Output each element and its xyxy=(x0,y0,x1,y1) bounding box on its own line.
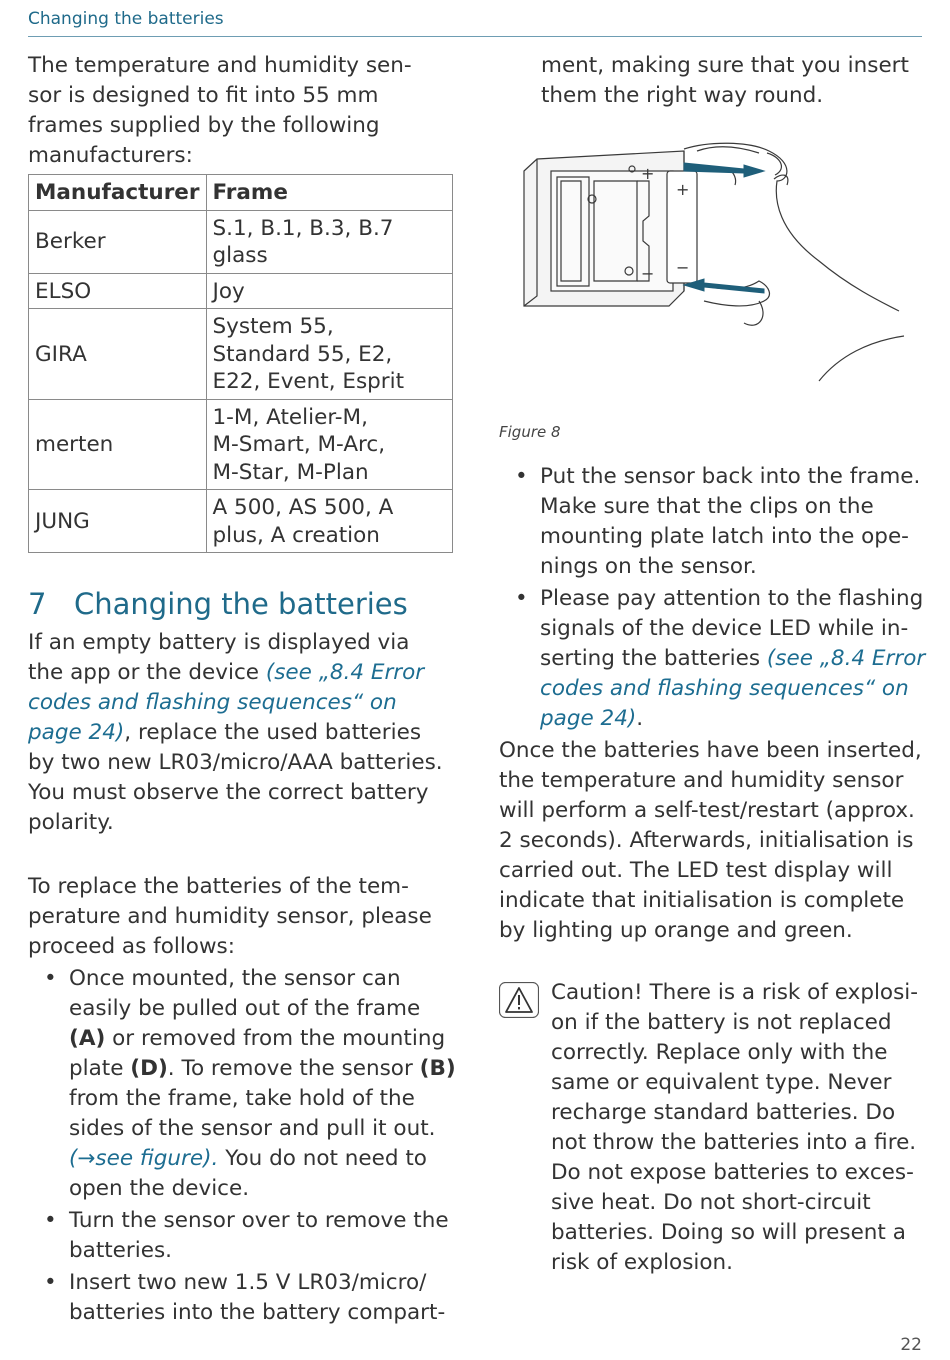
page-number: 22 xyxy=(900,1335,922,1355)
label-b: (B) xyxy=(419,1056,456,1081)
warning-icon xyxy=(499,982,539,1018)
section-title: Changing the batteries xyxy=(74,587,408,621)
table-cell: Joy xyxy=(206,273,453,309)
table-row xyxy=(29,399,453,490)
caution-text: Caution! There is a risk of explosi-on if the battery is not replaced correctly. Replace only with the same or equivalent type. Never recharge standard batteries. Do not throw the batteries into a fire. Do not expose batteries to exces-sive heat. Do not short-circuit batteries. Doing so will present a risk of explosion. xyxy=(551,980,919,1275)
caution-note xyxy=(499,978,929,1278)
sensor-battery-illustration xyxy=(519,141,939,441)
manufacturer-table xyxy=(28,174,453,553)
paragraph-text: If an empty battery is displayed via the app or the device xyxy=(28,630,410,685)
table-cell: System 55, Standard 55, E2, E22, Event, Esprit xyxy=(206,309,453,400)
table-cell: Berker xyxy=(29,210,207,273)
table-row xyxy=(29,490,453,553)
table-cell: 1-M, Atelier-M, M-Smart, M-Arc, M-Star, M-Plan xyxy=(206,399,453,490)
figure-caption: Figure 8 xyxy=(499,423,561,441)
svg-text:−: − xyxy=(641,264,655,283)
list-item-text: or removed from the mounting plate xyxy=(69,1026,446,1081)
table-cell: merten xyxy=(29,399,207,490)
list-item-text: Please pay attention to the flashing signals of the device LED while in-serting the batteries xyxy=(540,586,924,671)
list-item xyxy=(28,964,458,1204)
cross-reference-link[interactable]: (see „8.4 Error codes and flashing sequences“ on page 24) xyxy=(540,646,926,731)
table-row xyxy=(29,309,453,400)
paragraph-after-insertion: Once the batteries have been inserted, the temperature and humidity sensor will perform a self-test/restart (approx. 2 seconds). Afterwards, initialisation is carried out. The LED test display will indicate that initialisation is complete by lighting up orange and green. xyxy=(499,738,922,943)
see-figure-link[interactable]: (→see figure). xyxy=(69,1146,219,1171)
list-item-text: . xyxy=(636,706,644,731)
table-cell: A 500, AS 500, A plus, A creation xyxy=(206,490,453,553)
table-cell: GIRA xyxy=(29,309,207,400)
procedure-list xyxy=(28,964,458,1328)
list-item-text: from the frame, take hold of the sides of the sensor and pull it out. xyxy=(69,1086,436,1141)
right-column xyxy=(499,51,929,1278)
table-cell: S.1, B.1, B.3, B.7 glass xyxy=(206,210,453,273)
section-heading xyxy=(28,586,458,622)
label-d: (D) xyxy=(130,1056,168,1081)
svg-text:+: + xyxy=(676,180,690,199)
table-header-cell: Manufacturer xyxy=(29,175,207,211)
left-column xyxy=(28,51,458,1330)
table-header-row xyxy=(29,175,453,211)
list-item-text: You do not need to open the device. xyxy=(69,1146,427,1201)
list-item-text: . To remove the sensor xyxy=(167,1056,420,1081)
cross-reference-link[interactable]: (see „8.4 Error codes and flashing sequences“ on page 24) xyxy=(28,660,425,745)
list-item: • Insert two new 1.5 V LR03/micro/ batteries into the battery compart- xyxy=(28,1268,458,1328)
paragraph-replace-procedure: To replace the batteries of the tem-perature and humidity sensor, please proceed as follows: xyxy=(28,874,432,959)
label-a: (A) xyxy=(69,1026,106,1051)
table-header-cell: Frame xyxy=(206,175,453,211)
continuation-text: ment, making sure that you insert them the right way round. xyxy=(541,53,909,108)
table-row xyxy=(29,273,453,309)
paragraph-text: , replace the used batteries by two new LR03/micro/AAA batteries. You must observe the correct battery polarity. xyxy=(28,720,443,835)
running-header: Changing the batteries xyxy=(28,9,922,37)
list-item xyxy=(499,584,929,734)
table-cell: ELSO xyxy=(29,273,207,309)
list-item: • Turn the sensor over to remove the batteries. xyxy=(28,1206,458,1266)
figure-battery-insertion xyxy=(499,141,929,454)
svg-text:+: + xyxy=(641,164,655,183)
svg-text:−: − xyxy=(676,258,690,277)
procedure-list-continued xyxy=(499,462,929,734)
list-item-text: Once mounted, the sensor can easily be pulled out of the frame xyxy=(69,966,421,1021)
paragraph-empty-battery xyxy=(28,628,458,838)
intro-paragraph: The temperature and humidity sen-sor is designed to fit into 55 mm frames supplied by the following manufacturers: xyxy=(28,53,412,168)
table-cell: JUNG xyxy=(29,490,207,553)
section-number: 7 xyxy=(28,587,47,621)
list-item: • Put the sensor back into the frame. Make sure that the clips on the mounting plate latch into the ope-nings on the sensor. xyxy=(499,462,929,582)
table-row xyxy=(29,210,453,273)
